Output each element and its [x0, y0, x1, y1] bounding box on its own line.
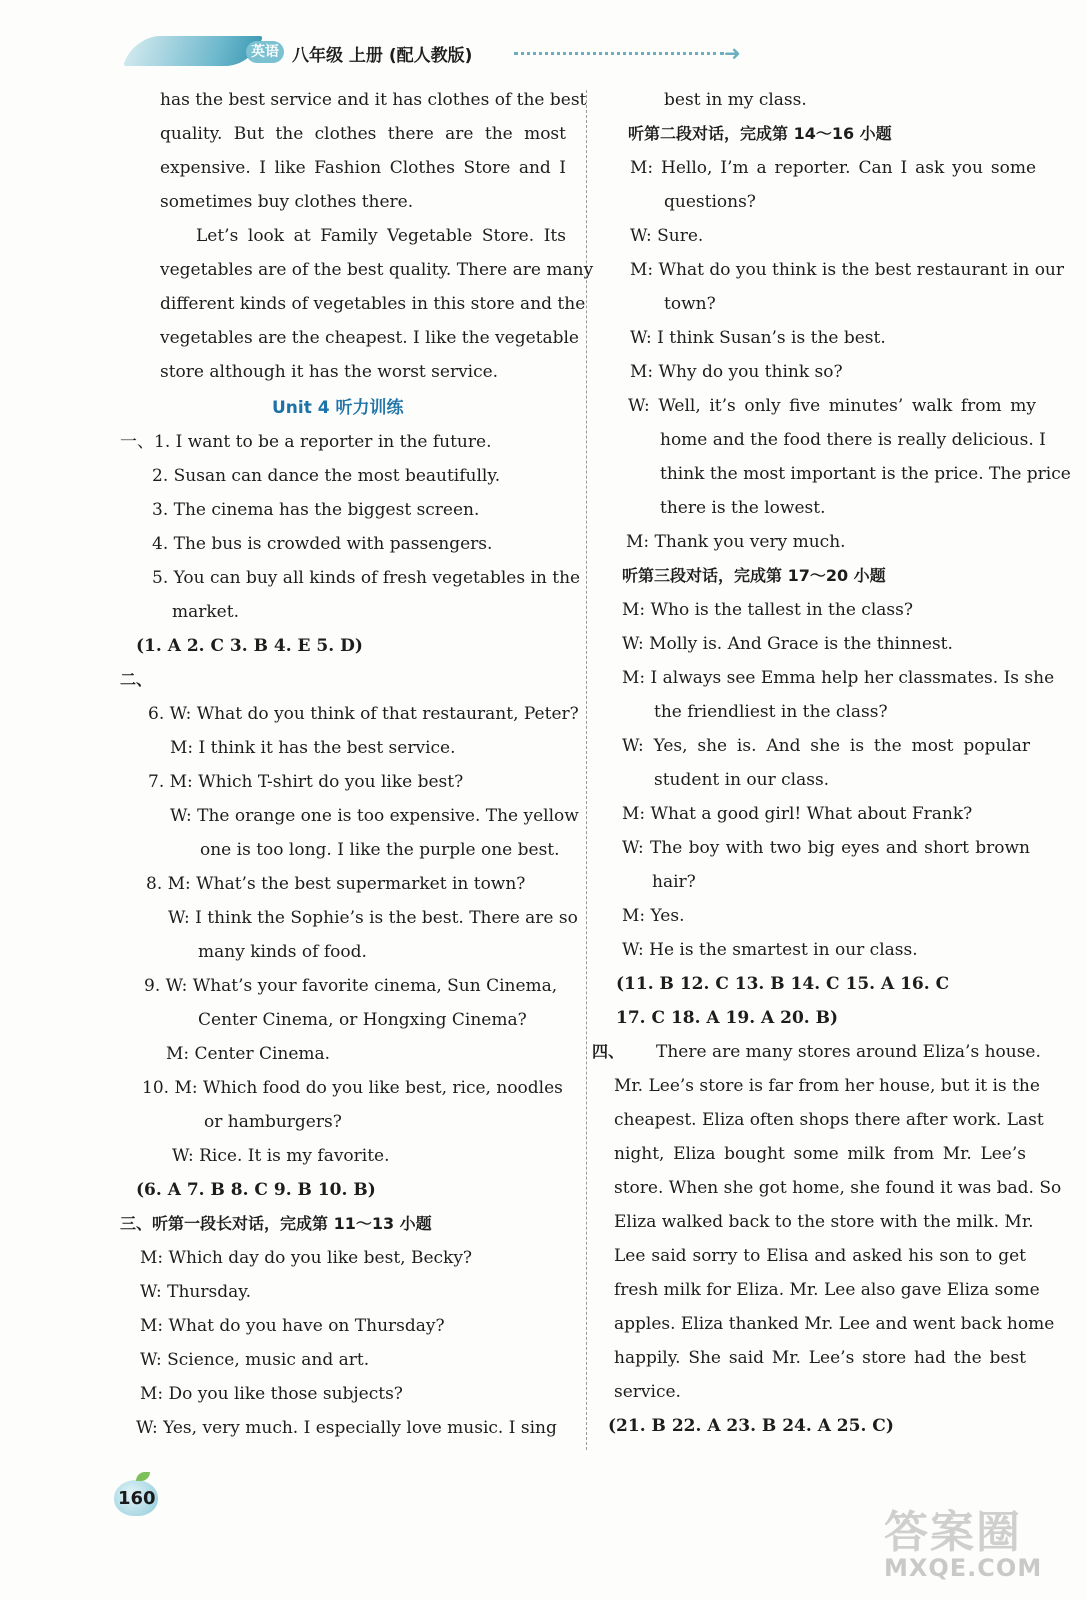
text-line: service.	[614, 1382, 681, 1402]
text-line: 9. W: What’s your favorite cinema, Sun Cinema,	[144, 976, 558, 996]
text-line: 17. C 18. A 19. A 20. B)	[616, 1008, 839, 1028]
book-title: 八年级 上册 (配人教版)	[292, 46, 473, 66]
header-dotted-line	[514, 52, 724, 55]
text-line: Center Cinema, or Hongxing Cinema?	[198, 1010, 527, 1030]
text-line: M: Center Cinema.	[166, 1044, 331, 1064]
subject-badge: 英语	[246, 41, 284, 63]
text-line: 四、	[592, 1042, 625, 1061]
text-line: the friendliest in the class?	[654, 702, 888, 722]
text-line: 6. W: What do you think of that restaurant, Peter?	[148, 704, 579, 724]
text-line: Mr. Lee’s store is far from her house, but it is the	[614, 1076, 1040, 1096]
text-line: sometimes buy clothes there.	[160, 192, 414, 212]
header-swoosh-decoration	[123, 36, 263, 66]
text-line: 7. M: Which T-shirt do you like best?	[148, 772, 464, 792]
text-line: 10. M: Which food do you like best, rice, noodles	[142, 1078, 563, 1098]
text-line: home and the food there is really delicious. I	[660, 430, 1046, 450]
text-line: 一、1. I want to be a reporter in the future.	[120, 432, 492, 452]
text-line: 2. Susan can dance the most beautifully.	[152, 466, 501, 486]
text-line: expensive. I like Fashion Clothes Store and I	[160, 158, 566, 178]
text-line: W: Thursday.	[140, 1282, 251, 1302]
text-line: different kinds of vegetables in this store and the	[160, 294, 586, 314]
text-line: M: Which day do you like best, Becky?	[140, 1248, 473, 1268]
text-line: W: Yes, she is. And she is the most popular	[622, 736, 1030, 756]
text-line: many kinds of food.	[198, 942, 367, 962]
text-line: has the best service and it has clothes of the best	[160, 90, 587, 110]
text-line: W: The orange one is too expensive. The yellow	[170, 806, 579, 826]
text-line: one is too long. I like the purple one best.	[200, 840, 560, 860]
text-line: W: Sure.	[630, 226, 704, 246]
text-line: fresh milk for Eliza. Mr. Lee also gave Eliza some	[614, 1280, 1040, 1300]
text-line: W: Rice. It is my favorite.	[172, 1146, 390, 1166]
text-line: W: I think Susan’s is the best.	[630, 328, 886, 348]
text-line: market.	[172, 602, 239, 622]
text-line: W: The boy with two big eyes and short brown	[622, 838, 1030, 858]
text-line: happily. She said Mr. Lee’s store had the best	[614, 1348, 1026, 1368]
text-line: vegetables are the cheapest. I like the vegetable	[160, 328, 579, 348]
text-line: or hamburgers?	[204, 1112, 342, 1132]
text-line: (1. A 2. C 3. B 4. E 5. D)	[136, 636, 363, 656]
text-line: W: Molly is. And Grace is the thinnest.	[622, 634, 953, 654]
text-line: M: Yes.	[622, 906, 685, 926]
text-line: M: Who is the tallest in the class?	[622, 600, 913, 620]
column-divider	[586, 90, 587, 1450]
text-line: think the most important is the price. The price	[660, 464, 1071, 484]
leaf-icon	[136, 1472, 150, 1481]
text-line: M: What do you have on Thursday?	[140, 1316, 445, 1336]
page-number: 160	[118, 1488, 156, 1509]
text-line: 4. The bus is crowded with passengers.	[152, 534, 493, 554]
text-line: store although it has the worst service.	[160, 362, 499, 382]
text-line: 3. The cinema has the biggest screen.	[152, 500, 480, 520]
text-line: Unit 4 听力训练	[272, 398, 404, 418]
text-line: (11. B 12. C 13. B 14. C 15. A 16. C	[616, 974, 950, 994]
arrow-right-icon: ➜	[724, 41, 741, 65]
text-line: 8. M: What’s the best supermarket in town?	[146, 874, 526, 894]
text-line: hair?	[652, 872, 696, 892]
text-line: store. When she got home, she found it was bad. So	[614, 1178, 1062, 1198]
watermark-url: MXQE.COM	[884, 1554, 1043, 1582]
text-line: Eliza walked back to the store with the milk. Mr.	[614, 1212, 1034, 1232]
running-header	[128, 28, 748, 78]
text-line: W: Yes, very much. I especially love music. I sing	[136, 1418, 557, 1438]
watermark	[884, 1496, 1064, 1586]
text-line: night, Eliza bought some milk from Mr. Lee’s	[614, 1144, 1026, 1164]
text-line: 三、听第一段长对话，完成第 11～13 小题	[120, 1214, 432, 1233]
text-line: M: I think it has the best service.	[170, 738, 456, 758]
text-line: M: What a good girl! What about Frank?	[622, 804, 973, 824]
text-line: best in my class.	[664, 90, 807, 110]
text-line: student in our class.	[654, 770, 830, 790]
text-line: town?	[664, 294, 716, 314]
text-line: 二、	[120, 670, 153, 689]
text-line: W: I think the Sophie’s is the best. There are so	[168, 908, 578, 928]
text-line: Let’s look at Family Vegetable Store. Its	[196, 226, 566, 246]
text-line: M: What do you think is the best restaurant in our	[630, 260, 1064, 280]
text-line: questions?	[664, 192, 756, 212]
text-line: W: Well, it’s only five minutes’ walk from my	[628, 396, 1036, 416]
text-line: cheapest. Eliza often shops there after work. Last	[614, 1110, 1044, 1130]
watermark-logo-text: 答案圈	[884, 1507, 1022, 1558]
text-line: M: Why do you think so?	[630, 362, 843, 382]
text-line: M: Hello, I’m a reporter. Can I ask you some	[630, 158, 1036, 178]
text-line: M: I always see Emma help her classmates. Is she	[622, 668, 1055, 688]
text-line: quality. But the clothes there are the most	[160, 124, 566, 144]
text-line: 5. You can buy all kinds of fresh vegetables in the	[152, 568, 581, 588]
text-line: W: Science, music and art.	[140, 1350, 370, 1370]
text-line: 听第二段对话，完成第 14～16 小题	[628, 124, 892, 143]
page-number-badge	[112, 1474, 162, 1518]
text-line: there is the lowest.	[660, 498, 826, 518]
text-line: apples. Eliza thanked Mr. Lee and went back home	[614, 1314, 1055, 1334]
text-line: (6. A 7. B 8. C 9. B 10. B)	[136, 1180, 376, 1200]
text-line: vegetables are of the best quality. There are many	[160, 260, 594, 280]
text-line: 听第三段对话，完成第 17～20 小题	[622, 566, 886, 585]
text-line: W: He is the smartest in our class.	[622, 940, 918, 960]
text-line: (21. B 22. A 23. B 24. A 25. C)	[608, 1416, 894, 1436]
text-line: There are many stores around Eliza’s house.	[656, 1042, 1041, 1062]
text-line: M: Thank you very much.	[626, 532, 846, 552]
text-line: Lee said sorry to Elisa and asked his son to get	[614, 1246, 1026, 1266]
text-line: M: Do you like those subjects?	[140, 1384, 403, 1404]
